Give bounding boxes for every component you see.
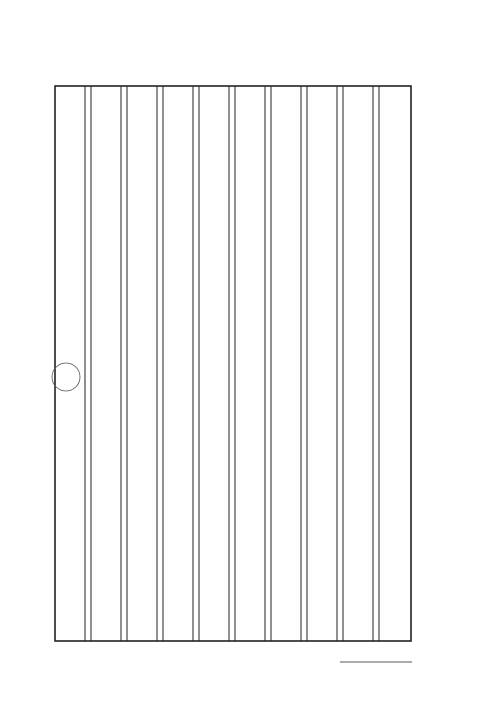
manuscript-grid	[55, 86, 411, 641]
binding-hole	[52, 363, 80, 391]
